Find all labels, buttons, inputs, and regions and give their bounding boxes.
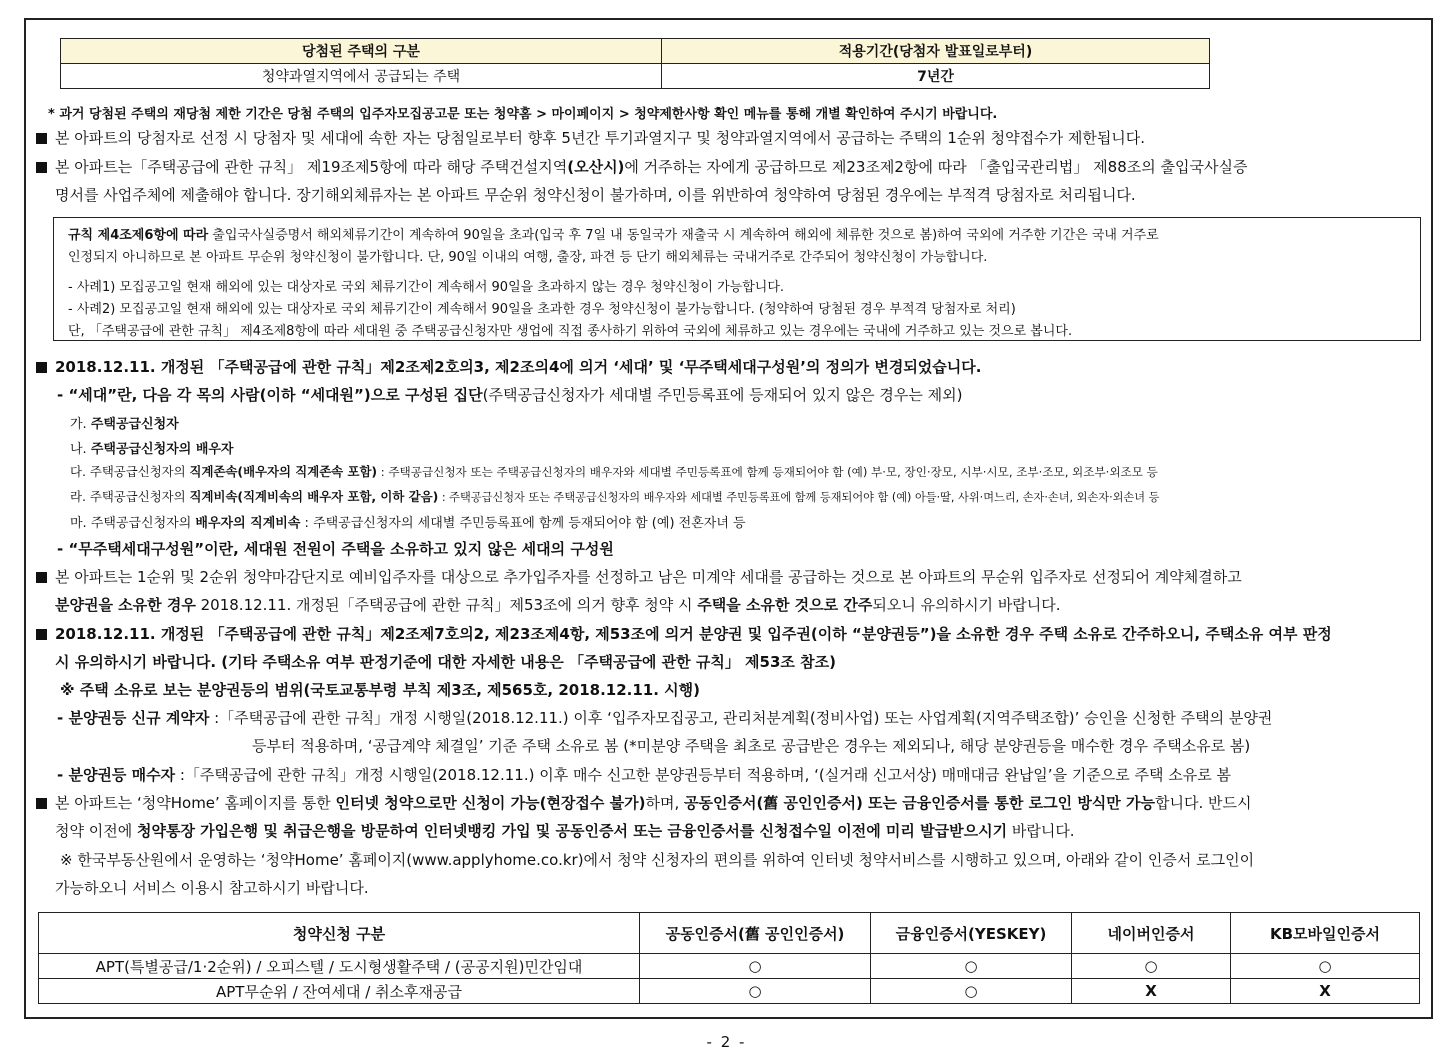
square-bullet-icon [36,362,47,373]
table-header-row [39,913,1420,954]
paragraph-text: 본 아파트의 당첨자로 선정 시 당첨자 및 세대에 속한 자는 당첨일로부터 향후 5년간 투기과열지구 및 청약과열지역에서 공급하는 주택의 1순위 청약접수가 제한됩니다. [55,129,1146,147]
definition-text: (주택공급신청자가 세대별 주민등록표에 등재되어 있지 않은 경우는 제외) [482,386,963,404]
paragraph-text: 본 아파트는 ‘청약Home’ 홈페이지를 통한 [55,794,336,812]
paragraph-bold: 인터넷 청약으로만 신청이 가능(현장접수 불가) [335,794,646,812]
paragraph-text: :「주택공급에 관한 규칙」개정 시행일(2018.12.11.) 이후 ‘입주자모집공고, 관리처분계획(정비사업) 또는 사업계획(지역주택조합)’ 승인을 신청한 주택의 분양권 [209,709,1273,727]
reapply-restriction-note: * 과거 당첨된 주택의 재당첨 제한 기간은 당첨 주택의 입주자모집공고문 또는 청약홈 > 마이페이지 > 청약제한사항 확인 메뉴를 통해 개별 확인하여 주시기 바랍니다. [48,107,998,122]
paragraph-text: 청약 이전에 [55,822,137,840]
paragraph-unsold-units [36,566,1242,587]
paragraph-residency [36,156,1247,177]
square-bullet-icon [36,133,47,144]
list-item-prefix: 마. 주택공급신청자의 [70,516,196,531]
table-cell: APT(특별공급/1·2순위) / 오피스텔 / 도시형생활주택 / (공공지원)민간임대 [39,954,640,979]
homeless-member-definition: - “무주택세대구성원”이란, 세대원 전원이 주택을 소유하고 있지 않은 세대의 구성원 [57,540,614,558]
list-item [70,512,746,531]
list-item-prefix: 가. [70,417,91,432]
table-cell: 7년간 [662,64,1210,89]
paragraph-residency-line2: 명서를 사업주체에 제출해야 합니다. 장기해외체류자는 본 아파트 무순위 청약신청이 불가하며, 이를 위반하여 청약하여 당첨된 경우에는 부적격 당첨자로 처리됩니다. [55,186,1136,204]
table-cell: ○ [1231,954,1420,979]
paragraph-bold: - 분양권등 신규 계약자 [57,709,210,727]
paragraph-text: 합니다. 반드시 [1155,794,1252,812]
square-bullet-icon [36,629,47,640]
square-bullet-icon [36,572,47,583]
note-box-bold: 규칙 제4조제6항에 따라 [68,228,209,243]
list-item-prefix: 라. 주택공급신청자의 [70,489,190,504]
table-row [61,64,1210,89]
table-header-cell: 네이버인증서 [1072,913,1231,954]
list-item [70,413,179,432]
paragraph-bold: 분양권을 소유한 경우 [55,596,196,614]
presale-scope-note: ※ 주택 소유로 보는 분양권등의 범위(국토교통부령 부칙 제3조, 제565호, 2018.12.11. 시행) [60,681,700,699]
square-bullet-icon [36,162,47,173]
paragraph-text: 에 거주하는 자에게 공급하므로 제23조제2항에 따라 「출입국관리법」 제88조의 출입국사실증 [624,158,1248,176]
paragraph-unsold-units-line2 [55,594,1061,615]
certificate-table [38,912,1420,1004]
note-box-line: 단, 「주택공급에 관한 규칙」 제4조제8항에 따라 세대원 중 주택공급신청자만 생업에 직접 종사하기 위하여 국외에 체류하고 있는 경우에는 국내에 거주하고 있는 것으로 봅니다. [68,324,1073,339]
paragraph-text: 2018.12.11. 개정된「주택공급에 관한 규칙」제53조에 의거 향후 청약 시 [195,596,698,614]
paragraph-bold: 주택을 소유한 것으로 간주 [697,596,873,614]
table-cell: 청약과열지역에서 공급되는 주택 [61,64,662,89]
list-item-text: : 주택공급신청자 또는 주택공급신청자의 배우자와 세대별 주민등록표에 함께 등재되어야 함 (예) 부·모, 장인·장모, 시부·시모, 조부·조모, 외조부·외조모 등 [377,465,1158,479]
list-item-prefix: 다. 주택공급신청자의 [70,464,190,479]
note-box-line: - 사례1) 모집공고일 현재 해외에 있는 대상자로 국외 체류기간이 계속해서 90일을 초과하지 않는 경우 청약신청이 가능합니다. [68,280,785,295]
list-item [70,487,1159,505]
list-item-prefix: 나. [70,442,91,457]
applyhome-note-line2: 가능하오니 서비스 이용시 참고하시기 바랍니다. [55,879,369,897]
paragraph-household-definition [36,356,981,377]
paragraph-bold: 공동인증서(舊 공인인증서) 또는 금융인증서를 통한 로그인 방식만 가능 [684,794,1155,812]
table-header-cell: 적용기간(당첨자 발표일로부터) [662,39,1210,64]
list-item-bold: 배우자의 직계비속 [195,516,301,531]
presale-new-contractor-line2: 등부터 적용하며, ‘공급계약 체결일’ 기준 주택 소유로 봄 (*미분양 주택을 최초로 공급받은 경우는 제외되나, 해당 분양권등을 매수한 경우 주택소유로 봄) [252,737,1251,755]
note-box-line [68,224,1159,243]
paragraph-text: 2018.12.11. 개정된 「주택공급에 관한 규칙」제2조제7호의2, 제23조제4항, 제53조에 의거 분양권 및 입주권(이하 “분양권등”)을 소유한 경우 주택 소유로 간주하오니, 주택소유 여부 판정 [55,625,1332,643]
table-header-cell: KB모바일인증서 [1231,913,1420,954]
paragraph-presale-rights-line2: 시 유의하시기 바랍니다. (기타 주택소유 여부 판정기준에 대한 자세한 내용은 「주택공급에 관한 규칙」 제53조 참조) [55,653,836,671]
paragraph-restriction [36,127,1145,148]
paragraph-text: :「주택공급에 관한 규칙」개정 시행일(2018.12.11.) 이후 매수 신고한 분양권등부터 적용하며, ‘(실거래 신고서상) 매매대금 완납일’을 기준으로 주택 소유로 봄 [175,766,1232,784]
list-item-bold: 직계비속(직계비속의 배우자 포함, 이하 같음) [189,489,439,504]
household-definition [57,384,962,405]
paragraph-text: 바랍니다. [1007,822,1075,840]
definition-bold: - “세대”란, 다음 각 목의 사람(이하 “세대원”)으로 구성된 집단 [57,386,483,404]
list-item-bold: 주택공급신청자 [90,417,179,432]
paragraph-text: 2018.12.11. 개정된 「주택공급에 관한 규칙」제2조제2호의3, 제2조의4에 의거 ‘세대’ 및 ‘무주택세대구성원’의 정의가 변경되었습니다. [55,358,982,376]
list-item [70,462,1158,480]
paragraph-bold: - 분양권등 매수자 [57,766,176,784]
table-header-row [61,39,1210,64]
applyhome-note: ※ 한국부동산원에서 운영하는 ‘청약Home’ 홈페이지(www.applyhome.co.kr)에서 청약 신청자의 편의를 위하여 인터넷 청약서비스를 시행하고 있으며, 아래와 같이 인증서 로그인이 [60,851,1255,869]
table-header-cell: 청약신청 구분 [39,913,640,954]
table-cell: APT무순위 / 잔여세대 / 취소후재공급 [39,979,640,1004]
presale-new-contractor [57,707,1272,728]
table-cell: X [1231,979,1420,1004]
note-box-text: 출입국사실증명서 해외체류기간이 계속하여 90일을 초과(입국 후 7일 내 동일국가 재출국 시 계속하여 해외에 체류한 것으로 봄)하여 국외에 거주한 기간은 국내 거주로 [208,228,1159,243]
table-cell: ○ [640,979,871,1004]
paragraph-text: 본 아파트는「주택공급에 관한 규칙」 제19조제5항에 따라 해당 주택건설지역 [55,158,568,176]
table-header-cell: 공동인증서(舊 공인인증서) [640,913,871,954]
note-box-line: 인정되지 아니하므로 본 아파트 무순위 청약신청이 불가합니다. 단, 90일 이내의 여행, 출장, 파견 등 단기 해외체류는 국내거주로 간주되어 청약신청이 가능합니다. [68,250,988,265]
table-row [39,979,1420,1004]
presale-buyer [57,764,1231,785]
paragraph-internet-application-line2 [55,820,1075,841]
paragraph-text: 되오니 유의하시기 바랍니다. [872,596,1061,614]
table-header-cell: 당첨된 주택의 구분 [61,39,662,64]
square-bullet-icon [36,798,47,809]
list-item-text: : 주택공급신청자의 세대별 주민등록표에 함께 등재되어야 함 (예) 전혼자녀 등 [300,516,746,531]
table-cell: ○ [640,954,871,979]
list-item-bold: 주택공급신청자의 배우자 [90,442,234,457]
table-cell: ○ [1072,954,1231,979]
table-row [39,954,1420,979]
page-number: - 2 - [706,1033,747,1051]
table-cell: X [1072,979,1231,1004]
table-cell: ○ [871,954,1072,979]
list-item-text: : 주택공급신청자 또는 주택공급신청자의 배우자와 세대별 주민등록표에 함께 등재되어야 함 (예) 아들·딸, 사위·며느리, 손자·손녀, 외손자·외손녀 등 [438,491,1160,504]
paragraph-internet-application [36,792,1251,813]
restriction-period-table [60,38,1210,89]
table-cell: ○ [871,979,1072,1004]
note-box-line: - 사례2) 모집공고일 현재 해외에 있는 대상자로 국외 체류기간이 계속해서 90일을 초과한 경우 청약신청이 불가능합니다. (청약하여 당첨된 경우 부적격 당첨자로 처리) [68,302,1016,317]
paragraph-text: 본 아파트는 1순위 및 2순위 청약마감단지로 예비입주자를 대상으로 추가입주자를 선정하고 남은 미계약 세대를 공급하는 것으로 본 아파트의 무순위 입주자로 선정되어 계약체결하고 [55,568,1242,586]
paragraph-bold: (오산시) [567,158,625,176]
list-item [70,438,234,457]
list-item-bold: 직계존속(배우자의 직계존속 포함) [189,464,378,479]
paragraph-text: 하며, [645,794,684,812]
paragraph-presale-rights [36,623,1332,644]
paragraph-bold: 청약통장 가입은행 및 취급은행을 방문하여 인터넷뱅킹 가입 및 공동인증서 또는 금융인증서를 신청접수일 이전에 미리 발급받으시기 [137,822,1008,840]
table-header-cell: 금융인증서(YESKEY) [871,913,1072,954]
